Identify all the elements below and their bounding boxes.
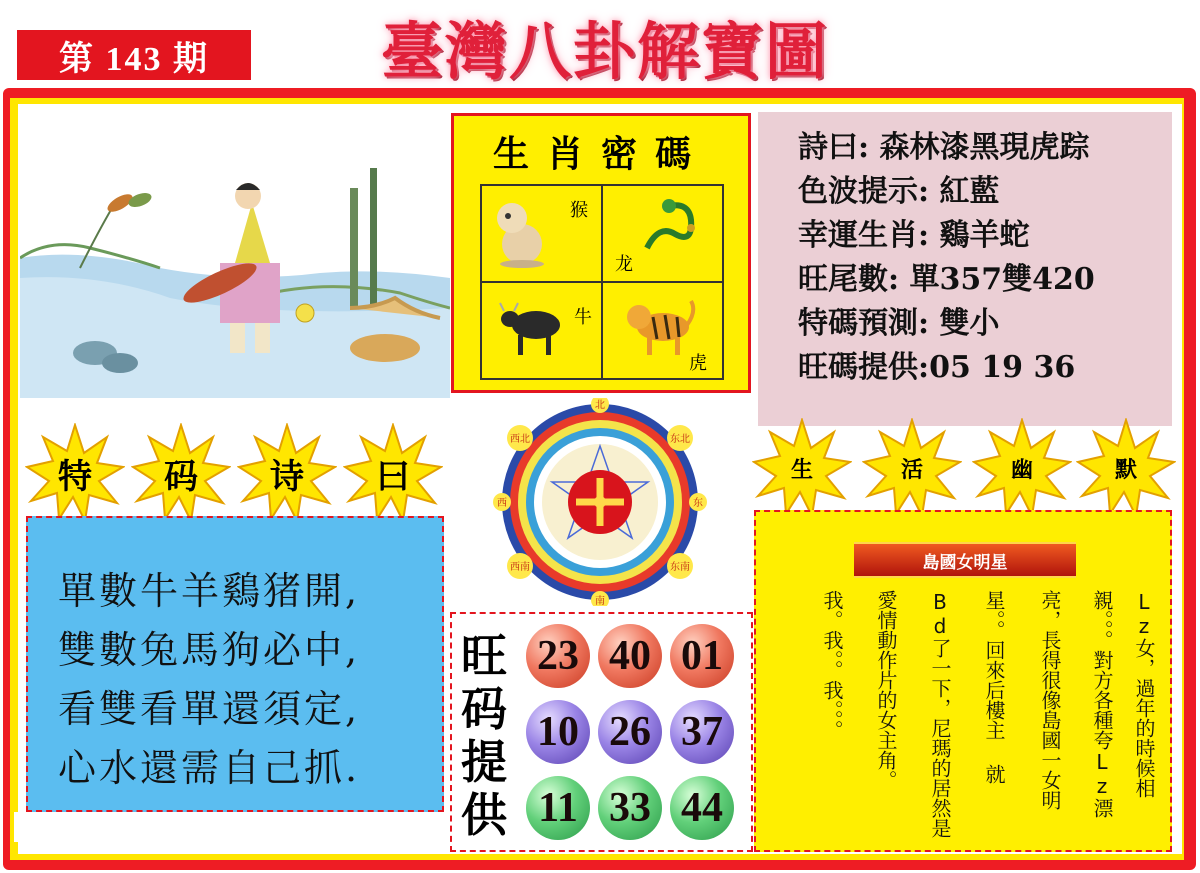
poem-line-3: 看雙看單還須定,: [58, 687, 361, 731]
number-ball: 10: [526, 700, 590, 764]
zodiac-cell-monkey: [481, 185, 602, 282]
number-ball: 33: [598, 776, 662, 840]
zodiac-label-monkey: 猴: [570, 200, 588, 221]
poem-line-1: 單數牛羊鷄猪開,: [58, 569, 361, 613]
story-column-1: Lz女，過年的時候相: [1132, 590, 1156, 798]
poem-star-label: 特: [58, 456, 92, 497]
compass-southwest: 西南: [510, 562, 530, 573]
zodiac-label-ox: 牛: [574, 307, 592, 328]
poem-star-2: [131, 423, 231, 523]
poem-line-4: 心水還需自己抓.: [58, 746, 361, 790]
life-star-3: [972, 418, 1072, 518]
story-title: 島國女明星: [854, 542, 1076, 578]
info-lucky-zodiac: 幸運生肖: 鷄羊蛇: [798, 218, 1030, 253]
poem-star-label: 码: [164, 456, 198, 497]
poem-star-4: [343, 423, 443, 523]
number-ball: 23: [526, 624, 590, 688]
number-ball: 37: [670, 700, 734, 764]
number-ball: 40: [598, 624, 662, 688]
ox-icon: [498, 297, 568, 359]
info-box: [758, 112, 1172, 426]
number-ball: 26: [598, 700, 662, 764]
poem-star-label: 诗: [270, 456, 304, 497]
zodiac-grid: [480, 184, 724, 380]
life-star-label: 生: [790, 456, 813, 483]
compass-south: 南: [595, 596, 605, 606]
life-star-2: [862, 418, 962, 518]
zodiac-cell-dragon: [602, 185, 723, 282]
issue-number: 第 143 期: [59, 40, 209, 78]
lucky-numbers-box: [450, 612, 753, 852]
number-ball: 01: [670, 624, 734, 688]
compass-west: 西: [497, 498, 507, 509]
info-tail-numbers: 旺尾數: 單357雙420: [798, 262, 1095, 297]
blank-strip: [14, 812, 450, 842]
info-hot-numbers: 旺碼提供:05 19 36: [798, 350, 1076, 385]
poem-line-2: 雙數兔馬狗必中,: [58, 628, 361, 672]
compass-northeast: 东北: [670, 434, 690, 445]
poem-star-1: [25, 423, 125, 523]
life-star-label: 幽: [1010, 456, 1033, 483]
compass-northwest: 西北: [510, 434, 530, 445]
monkey-icon: [488, 196, 556, 268]
poem-star-label: 曰: [376, 456, 410, 497]
story-column-6: 愛情動作片的女主角。: [874, 590, 898, 790]
compass-east: 东: [693, 498, 703, 509]
zodiac-cell-tiger: [602, 282, 723, 379]
life-star-1: [752, 418, 852, 518]
dragon-icon: [639, 194, 703, 258]
issue-badge: [17, 30, 251, 80]
life-star-label: 默: [1114, 456, 1137, 483]
story-column-3: 亮，長得很像島國一女明: [1038, 590, 1062, 810]
page-title: 臺灣八卦解寶圖: [380, 15, 829, 88]
info-poem: 詩曰: 森林漆黑現虎踪: [798, 130, 1090, 165]
compass-north: 北: [595, 400, 605, 411]
poem-star-3: [237, 423, 337, 523]
tiger-icon: [617, 291, 697, 361]
zodiac-code-box: [451, 113, 751, 393]
number-ball: 11: [526, 776, 590, 840]
lucky-numbers-title: 旺码提供: [461, 629, 507, 842]
info-prediction: 特碼預測: 雙小: [798, 306, 1000, 341]
story-column-7: 我。我。。我。。。: [820, 590, 844, 740]
zodiac-cell-ox: [481, 282, 602, 379]
life-star-4: [1076, 418, 1176, 518]
zodiac-label-dragon: 龙: [615, 254, 633, 275]
compass-southeast: 东南: [670, 562, 690, 573]
story-column-4: 星。。回來后樓主 就: [982, 590, 1006, 784]
bagua-compass: [480, 398, 720, 606]
story-column-5: Bd了一下，尼瑪的居然是: [928, 590, 952, 838]
zodiac-label-tiger: 虎: [689, 353, 707, 374]
number-ball: 44: [670, 776, 734, 840]
story-column-2: 親。。。對方各種夸Lz漂: [1090, 590, 1114, 818]
fisherman-illustration: [20, 108, 450, 398]
info-color-hint: 色波提示: 紅藍: [798, 174, 1000, 209]
life-star-label: 活: [900, 456, 923, 483]
poem-box: [26, 516, 444, 812]
zodiac-code-title: 生肖密碼: [492, 133, 709, 175]
story-box: [754, 510, 1172, 852]
